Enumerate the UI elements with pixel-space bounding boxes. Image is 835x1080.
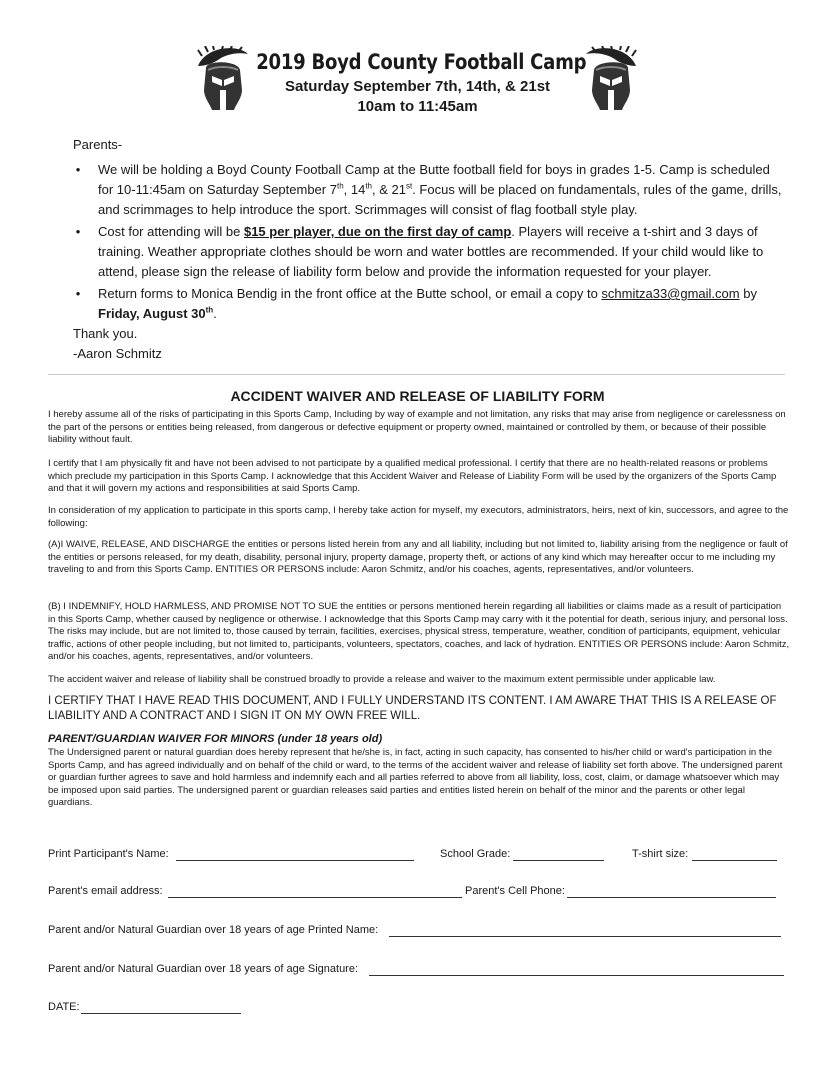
waiver-paragraph: In consideration of my application to participate in this sports camp, I hereby take action for myself, my executors, administrators, heirs, next of kin, successors, and agree to the following: (48, 505, 789, 529)
bullet-icon: • (75, 286, 81, 301)
closing (73, 324, 162, 364)
bullet-text: , 14 (343, 182, 366, 197)
minor-waiver-title: PARENT/GUARDIAN WAIVER FOR MINORS (under 18 years old) (48, 733, 383, 745)
divider (48, 374, 785, 375)
bullet-icon: • (75, 224, 81, 239)
waiver-title: ACCIDENT WAIVER AND RELEASE OF LIABILITY FORM (230, 388, 605, 404)
page-title: 2019 Boyd County Football Camp (256, 50, 587, 74)
email-link[interactable]: schmitza33@gmail.com (601, 286, 740, 301)
parent-phone-field[interactable] (567, 897, 776, 898)
waiver-paragraph: (A)I WAIVE, RELEASE, AND DISCHARGE the entities or persons listed herein from any and all liability, including but not limited to, liability arising from the negligence or fault of the entities or persons released, for my death, disability, personal injury, property damage, property theft, or actions of any kind which may hereafter occur to me including my traveling to and from this Sports Camp. ENTITIES OR PERSONS include: Aaron Schmitz, and/or his coaches, agents, representatives, and/or volunteers. (48, 539, 788, 575)
camp-dates: Saturday September 7th, 14th, & 21st (284, 78, 551, 95)
greeting: Parents- (73, 137, 123, 152)
parent-phone-label: Parent's Cell Phone: (465, 885, 565, 897)
bullet-text: . Players will receive a t-shirt and 3 days of training. Weather appropriate clothes should be worn and water bottles are recommended. If your child would like to attend, please sign the release of liability form below and provide the information requested for your player. (98, 224, 764, 279)
certify-statement: I CERTIFY THAT I HAVE READ THIS DOCUMENT, AND I FULLY UNDERSTAND ITS CONTENT. I AM AWARE THAT THIS IS A RELEASE OF LIABILITY AND A CONTRACT AND I SIGN IT ON MY OWN FREE WILL. (48, 695, 777, 722)
bullet-text: We will be holding a Boyd County Football Camp at the Butte football field for boys in grades 1-5. Camp is scheduled for 10-11:45am on Saturday September 7 (98, 162, 770, 197)
guardian-printed-name-label: Parent and/or Natural Guardian over 18 years of age Printed Name: (48, 924, 379, 936)
list-item (73, 222, 788, 282)
parent-email-label: Parent's email address: (48, 885, 163, 897)
date-field[interactable] (81, 1013, 241, 1014)
superscript: th (365, 181, 372, 191)
waiver-paragraph: I hereby assume all of the risks of participating in this Sports Camp, Including by way of example and not limitation, any risks that may arise from negligence or carelessness on the part of the persons or entities being released, from dangerous or defective equipment or property owned, maintained or controlled by them, or because of their possible liability without fault. (48, 409, 786, 445)
waiver-paragraph: The Undersigned parent or natural guardian does hereby represent that he/she is, in fact, acting in such capacity, has consented to his/her child or ward's participation in the Sports Camp, and has agreed individually and on behalf of the child or ward, to the terms of the accident waiver and release of liability set forth above. The undersigned parent or guardian further agrees to save and hold harmless and indemnify each and all parties referred to above from all liability, loss, cost, claim, or damage whatsoever which may be imposed upon said parties. The undersigned parent or guardian releases said parties and entities listed herein on behalf of the minor and the parents or other legal guardians. (48, 747, 783, 808)
participant-name-label: Print Participant's Name: (48, 848, 169, 860)
superscript: th (205, 305, 214, 315)
bullet-text: Return forms to Monica Bendig in the front office at the Butte school, or email a copy to (98, 286, 602, 301)
bullet-text: . (213, 306, 217, 321)
bullet-text: . Focus will be placed on fundamentals, rules of the game, drills, and scrimmages to help introduce the sport. Scrimmages will consist of flag football style play. (98, 182, 782, 217)
list-item (73, 160, 788, 220)
waiver-paragraph: (B) I INDEMNIFY, HOLD HARMLESS, AND PROMISE NOT TO SUE the entities or persons mentioned herein regarding all liabilities or claims made as a result of participation in this Sports Camp, whether caused by negligence or otherwise. I acknowledge that this Sports Camp may carry with it the potential for death, serious injury, and personal loss. The risks may include, but are not limited to, those caused by terrain, facilities, exercises, physical stress, temperature, weather, condition of participants, equipment, vehicular traffic, actions of other people including, but not limited to, participants, volunteers, spectators, coaches, and lack of hydration. ENTITIES OR PERSONS include: Aaron Schmitz, and/or his coaches, agents, representatives, and/or volunteers. (48, 601, 790, 662)
tshirt-size-field[interactable] (692, 860, 777, 861)
camp-time: 10am to 11:45am (357, 98, 478, 115)
participant-name-field[interactable] (176, 860, 414, 861)
parent-email-field[interactable] (168, 897, 462, 898)
superscript: th (336, 181, 344, 191)
date-label: DATE: (48, 1001, 80, 1013)
list-item (73, 284, 788, 324)
deadline-text: Friday, August 30 (98, 306, 206, 321)
cost-text: $15 per player, due on the first day of camp (243, 224, 512, 239)
waiver-paragraph: The accident waiver and release of liability shall be construed broadly to provide a release and waiver to the maximum extent permissible under applicable law. (48, 674, 716, 685)
guardian-signature-label: Parent and/or Natural Guardian over 18 years of age Signature: (48, 963, 359, 975)
school-grade-label: School Grade: (440, 848, 511, 860)
bullet-text: Cost for attending will be (98, 224, 244, 239)
signature-text: -Aaron Schmitz (73, 346, 162, 361)
guardian-signature-field[interactable] (369, 975, 784, 976)
bullet-text: , & 21 (372, 182, 406, 197)
thanks-text: Thank you. (73, 326, 138, 341)
waiver-paragraph: I certify that I am physically fit and have not been advised to not participate by a qualified medical professional. I certify that there are no health-related reasons or problems which preclude my participation in this Sports Camp. I acknowledge that this Accident Waiver and Release of Liability Form will be used by the organizers of the Sports Camp and that it will govern my actions and responsibilities at said Sports Camp. (48, 458, 777, 494)
guardian-printed-name-field[interactable] (389, 936, 781, 937)
superscript: st (405, 181, 413, 191)
school-grade-field[interactable] (513, 860, 604, 861)
bullet-icon: • (75, 162, 81, 177)
bullet-text: by (739, 286, 757, 301)
info-list (73, 160, 788, 326)
tshirt-size-label: T-shirt size: (632, 848, 689, 860)
